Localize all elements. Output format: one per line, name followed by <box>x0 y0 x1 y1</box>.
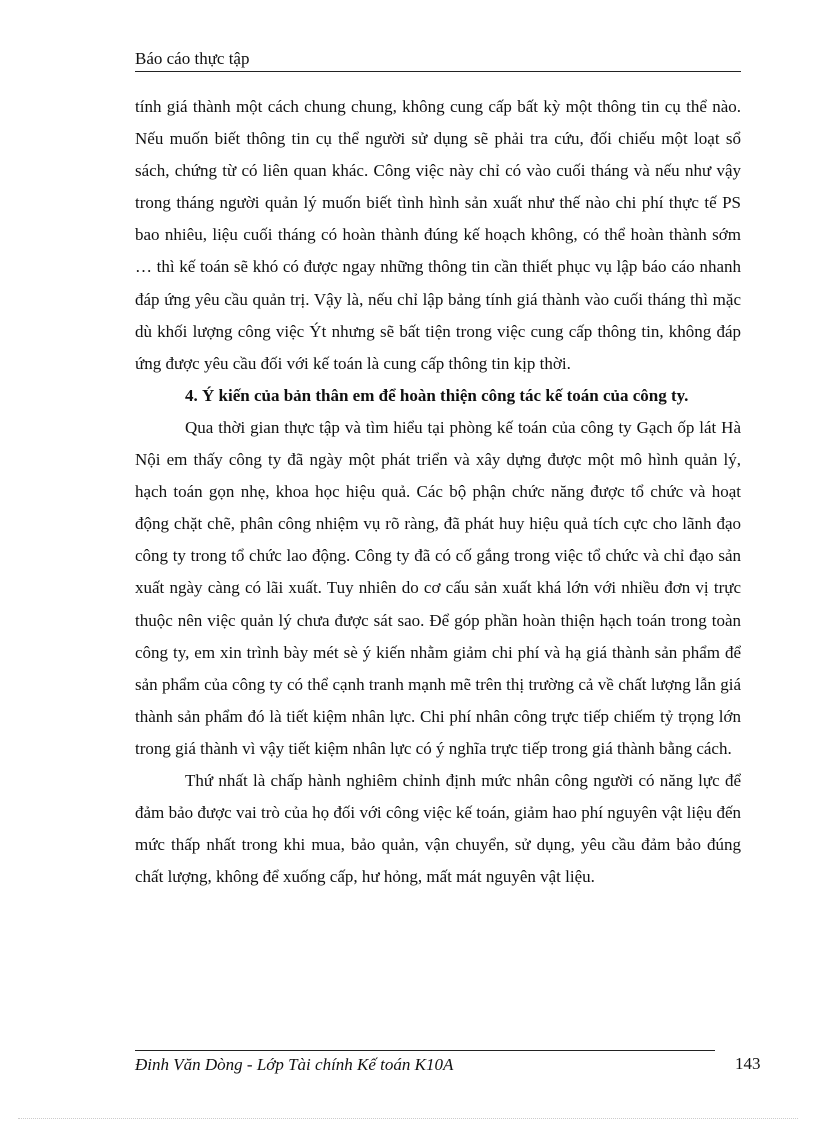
body-paragraph-1: tính giá thành một cách chung chung, không cung cấp bất kỳ một thông tin cụ thể nào. Nếu muốn biết thông tin cụ thể người sử dụng sẽ phải tra cứu, đối chiếu một loạt sổ sách, chứng từ có liên quan khác. Công việc này chỉ có vào cuối tháng và nếu như vậy trong tháng người quản lý muốn biết tình hình sản xuất như thế nào chi phí thực tế PS bao nhiêu, liệu cuối tháng có hoàn thành đúng kế hoạch không, có thể hoàn thành sớm … thì kế toán sẽ khó có được ngay những thông tin cần thiết phục vụ lập báo cáo nhanh đáp ứng yêu cầu quản trị. Vậy là, nếu chỉ lập bảng tính giá thành vào cuối tháng thì mặc dù khối lượng công việc Ýt nhưng sẽ bất tiện trong việc cung cấp thông tin, không đáp ứng được yêu cầu đối với kế toán là cung cấp thông tin kịp thời. <box>135 97 741 373</box>
footer-divider <box>135 1050 715 1051</box>
footer-author: Đinh Văn Dòng - Lớp Tài chính Kế toán K10A <box>135 1055 454 1074</box>
page-body <box>135 91 741 893</box>
body-paragraph-2: Qua thời gian thực tập và tìm hiểu tại phòng kế toán của công ty Gạch ốp lát Hà Nội em thấy công ty đã ngày một phát triển và xây dựng được một mô hình quản lý, hạch toán gọn nhẹ, khoa học hiệu quả. Các bộ phận chức năng được tổ chức và hoạt động chặt chẽ, phân công nhiệm vụ rõ ràng, đã phát huy hiệu quả tích cực cho lãnh đạo công ty trong tổ chức lao động. Công ty đã có cố gắng trong việc tổ chức và chỉ đạo sản xuất ngày càng có lãi xuất. Tuy nhiên do cơ cấu sản xuất khá lớn với nhiều đơn vị trực thuộc nên việc quản lý chưa được sát sao. Để góp phần hoàn thiện hạch toán trong toàn công ty, em xin trình bày mét sè ý kiến nhằm giảm chi phí và hạ giá thành sản phẩm để sản phẩm của công ty có thể cạnh tranh mạnh mẽ trên thị trường cả về chất lượng lẫn giá thành sản phẩm đó là tiết kiệm nhân lực. Chi phí nhân công trực tiếp chiếm tỷ trọng lớn trong giá thành vì vậy tiết kiệm nhân lực có ý nghĩa trực tiếp trong giá thành bằng cách. <box>135 417 741 758</box>
body-paragraph-3: Thứ nhất là chấp hành nghiêm chỉnh định mức nhân công người có năng lực để đảm bảo được vai trò của họ đối với công việc kế toán, giảm hao phí nguyên vật liệu đến mức thấp nhất trong khi mua, bảo quản, vận chuyển, sử dụng, yêu cầu đảm bảo đúng chất lượng, không để xuống cấp, hư hỏng, mất mát nguyên vật liệu. <box>135 770 741 887</box>
header-divider <box>135 71 741 72</box>
page-edge-divider <box>18 1118 798 1119</box>
section-heading: 4. Ý kiến của bản thân em để hoàn thiện công tác kế toán của công ty. <box>185 385 689 405</box>
page-header-title: Báo cáo thực tập <box>135 49 250 68</box>
page-number: 143 <box>735 1054 761 1073</box>
